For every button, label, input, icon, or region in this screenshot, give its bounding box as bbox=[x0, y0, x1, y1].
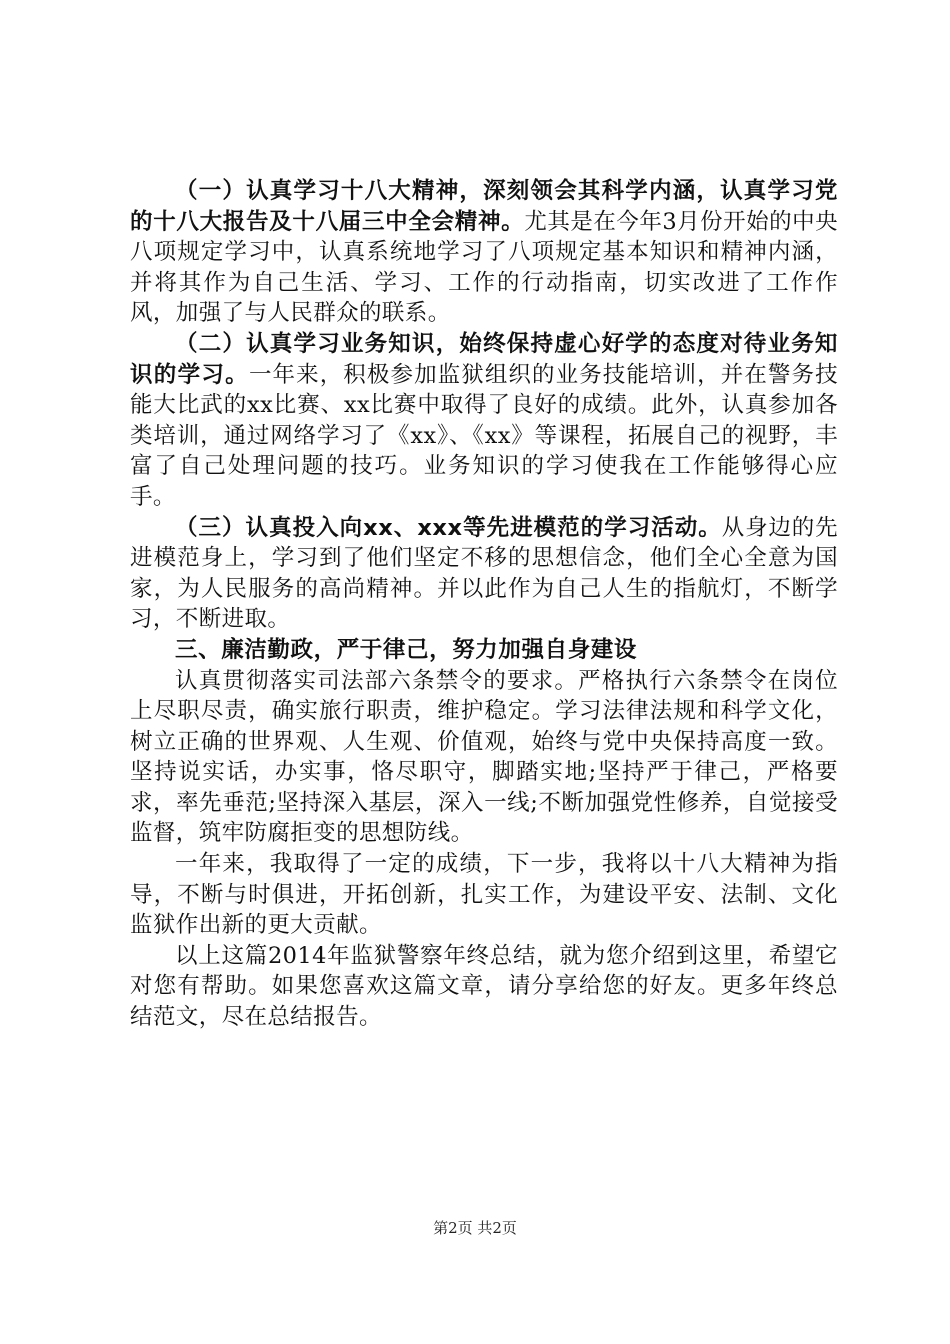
paragraph-2-heading: （二）认真学习业务知识，始终保持虚心好学的态度对待业务知识的学习。 bbox=[130, 330, 838, 388]
paragraph-5 bbox=[130, 666, 838, 850]
paragraph-2-text: 一年来，积极参加监狱组织的业务技能培训，并在警务技能大比武的xx比赛、xx比赛中取得了良好的成绩。此外，认真参加各类培训，通过网络学习了《xx》、《xx》等课程，拓展自己的视野，丰富了自己处理问题的技巧。业务知识的学习使我在工作能够得心应手。 bbox=[130, 361, 838, 510]
paragraph-1 bbox=[130, 176, 838, 329]
section-heading bbox=[130, 635, 838, 666]
paragraph-5-text: 认真贯彻落实司法部六条禁令的要求。严格执行六条禁令在岗位上尽职尽责，确实旅行职责，维护稳定。学习法律法规和科学文化，树立正确的世界观、人生观、价值观，始终与党中央保持高度一致。坚持说实话，办实事，恪尽职守，脚踏实地;坚持严于律己，严格要求，率先垂范;坚持深入基层，深入一线;不断加强党性修养，自觉接受监督，筑牢防腐拒变的思想防线。 bbox=[130, 667, 838, 847]
paragraph-3-text: 从身边的先进模范身上，学习到了他们坚定不移的思想信念，他们全心全意为国家，为人民服务的高尚精神。并以此作为自己人生的指航灯，不断学习，不断进取。 bbox=[130, 514, 838, 633]
paragraph-6 bbox=[130, 849, 838, 941]
paragraph-6-text: 一年来，我取得了一定的成绩，下一步，我将以十八大精神为指导，不断与时俱进，开拓创新，扎实工作，为建设平安、法制、文化监狱作出新的更大贡献。 bbox=[130, 851, 838, 939]
paragraph-7 bbox=[130, 941, 838, 1033]
section-heading-text: 三、廉洁勤政，严于律己，努力加强自身建设 bbox=[175, 636, 638, 663]
paragraph-1-heading: （一）认真学习十八大精神，深刻领会其科学内涵，认真学习党的十八大报告及十八届三中全会精神。 bbox=[130, 178, 838, 235]
paragraph-1-text: 尤其是在今年3月份开始的中央八项规定学习中，认真系统地学习了八项规定基本知识和精神内涵，并将其作为自己生活、学习、工作的行动指南，切实改进了工作作风，加强了与人民群众的联系。 bbox=[130, 208, 839, 327]
paragraph-3 bbox=[130, 513, 838, 635]
paragraph-7-text: 以上这篇2014年监狱警察年终总结，就为您介绍到这里，希望它对您有帮助。如果您喜欢这篇文章，请分享给您的好友。更多年终总结范文，尽在总结报告。 bbox=[130, 942, 838, 1031]
document-body bbox=[130, 176, 838, 1033]
paragraph-3-heading: （三）认真投入向xx、xxx等先进模范的学习活动。 bbox=[175, 514, 722, 541]
paragraph-2 bbox=[130, 329, 838, 513]
page-footer: 第2页 共2页 bbox=[433, 1219, 517, 1237]
